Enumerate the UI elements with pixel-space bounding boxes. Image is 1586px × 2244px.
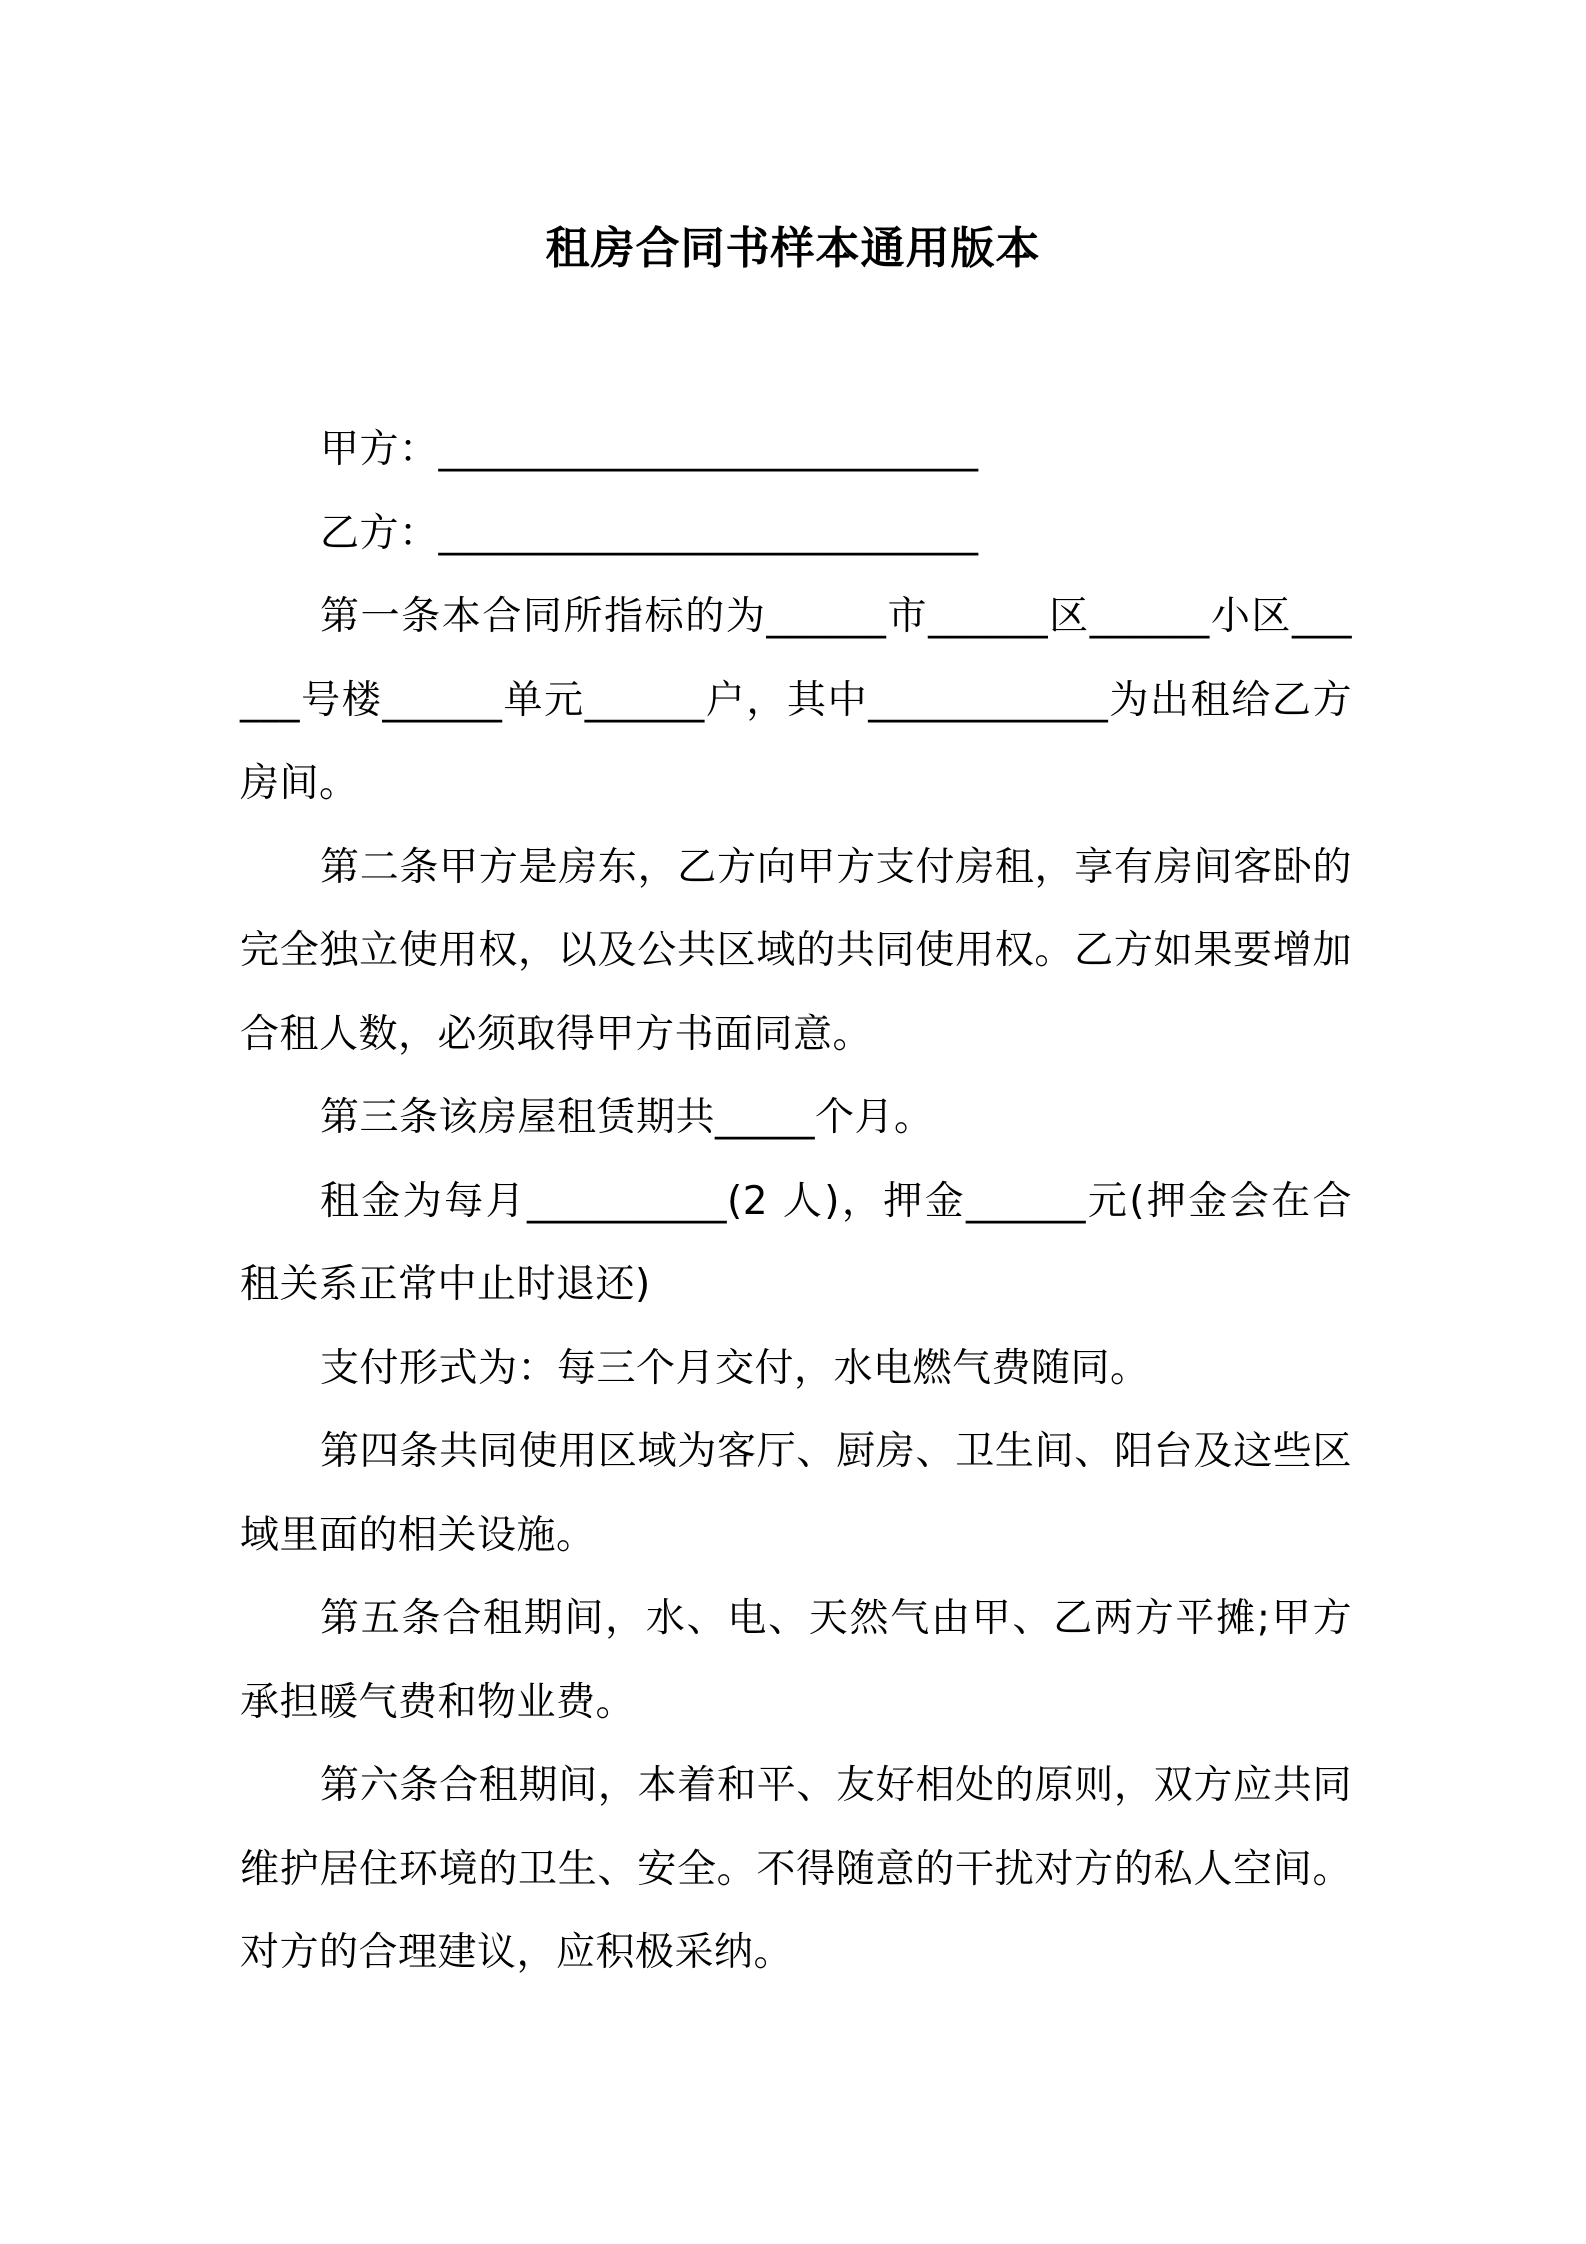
document-body [240, 408, 1352, 1995]
party-b-line: 乙方：___________________________ [320, 510, 979, 556]
article-2-paragraph: 第二条甲方是房东，乙方向甲方支付房租，享有房间客卧的完全独立使用权，以及公共区域的共同使用权。乙方如果要增加合租人数，必须取得甲方书面同意。 [240, 844, 1352, 1057]
article-3-paragraph: 第三条该房屋租赁期共_____个月。 [320, 1095, 934, 1140]
article-4-paragraph: 第四条共同使用区域为客厅、厨房、卫生间、阳台及这些区域里面的相关设施。 [240, 1429, 1352, 1558]
document-title: 租房合同书样本通用版本 [545, 223, 1041, 274]
article-6-paragraph: 第六条合租期间，本着和平、友好相处的原则，双方应共同维护居住环境的卫生、安全。不得随意的干扰对方的私人空间。对方的合理建议，应积极采纳。 [240, 1763, 1352, 1975]
article-1-paragraph: 第一条本合同所指标的为______市______区______小区______号楼______单元______户，其中____________为出租给乙方房间。 [240, 594, 1352, 806]
payment-method-paragraph: 支付形式为：每三个月交付，水电燃气费随同。 [320, 1345, 1150, 1391]
article-5-paragraph: 第五条合租期间，水、电、天然气由甲、乙两方平摊;甲方承担暖气费和物业费。 [240, 1596, 1352, 1725]
party-a-line: 甲方：___________________________ [320, 427, 979, 472]
rent-deposit-paragraph: 租金为每月__________(2 人)，押金______元(押金会在合租关系正常中止时退还) [240, 1178, 1352, 1307]
